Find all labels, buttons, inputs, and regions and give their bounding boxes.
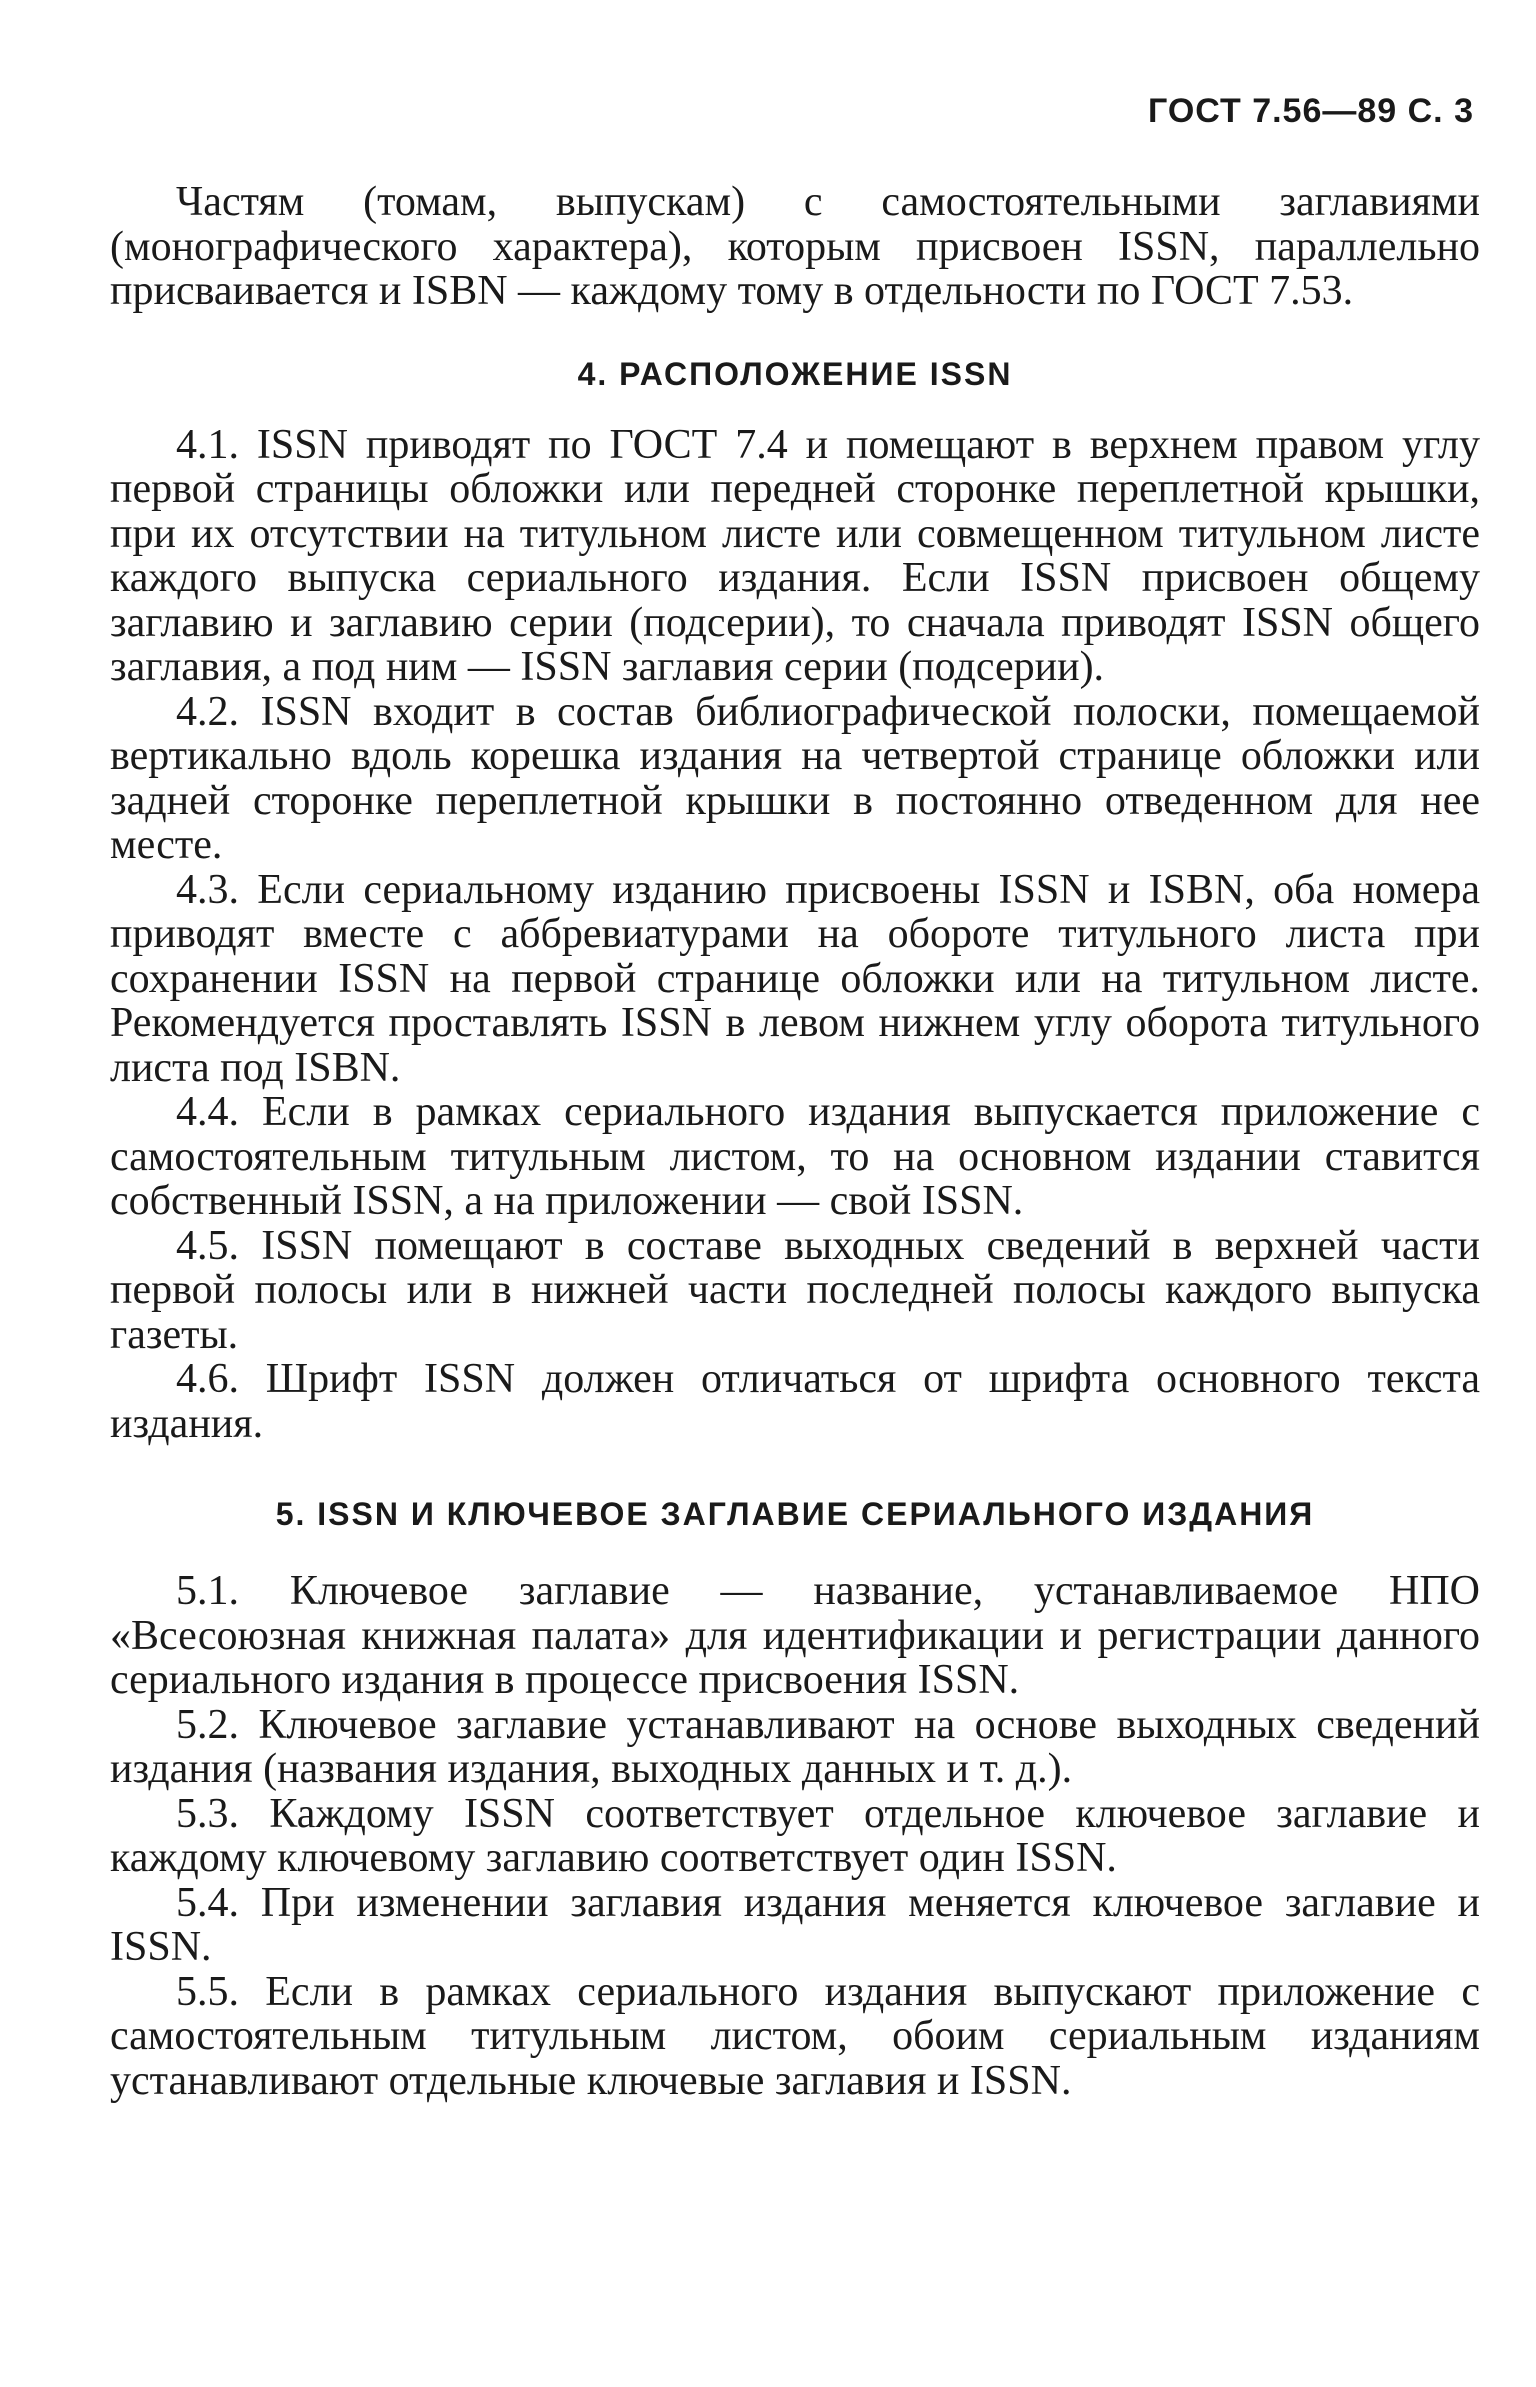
clause-4-4: 4.4. Если в рамках сериального издания выпускается приложение с самостоятельным титульным листом, то на основном издании ставится собственный ISSN, а на приложении — свой ISSN. (110, 1089, 1480, 1224)
clause-5-5: 5.5. Если в рамках сериального издания выпускают приложение с самостоятельным титульным листом, обоим сериальным изданиям устанавливают отдельные ключевые заглавия и ISSN. (110, 1968, 1480, 2104)
clause-5-3: 5.3. Каждому ISSN соответствует отдельное ключевое заглавие и каждому ключевому заглавию соответствует один ISSN. (110, 1790, 1480, 1881)
clause-4-1: 4.1. ISSN приводят по ГОСТ 7.4 и помещают в верхнем правом углу первой страницы обложки или передней сторонке переплетной крышки, при их отсутствии на титульном листе или совмещенном титульном листе каждого выпуска сериального издания. Если ISSN присвоен общему заглавию и заглавию серии (подсерии), то сначала приводят ISSN общего заглавия, а под ним — ISSN заглавия серии (подсерии). (110, 421, 1480, 690)
section-5-heading: 5. ISSN И КЛЮЧЕВОЕ ЗАГЛАВИЕ СЕРИАЛЬНОГО ИЗДАНИЯ (275, 1496, 1315, 1532)
clause-5-2: 5.2. Ключевое заглавие устанавливают на основе выходных сведений издания (названия издания, выходных данных и т. д.). (110, 1701, 1480, 1792)
clause-5-4: 5.4. При изменении заглавия издания меняется ключевое заглавие и ISSN. (110, 1879, 1480, 1970)
intro-paragraph: Частям (томам, выпускам) с самостоятельными заглавиями (монографического характера), которым присвоен ISSN, параллельно присваивается и ISBN — каждому тому в отдельности по ГОСТ 7.53. (110, 179, 1480, 314)
running-header: ГОСТ 7.56—89 С. 3 (1148, 92, 1474, 130)
clause-4-6: 4.6. Шрифт ISSN должен отличаться от шрифта основного текста издания. (110, 1356, 1480, 1447)
clause-4-2: 4.2. ISSN входит в состав библиографической полоски, помещаемой вертикально вдоль корешка издания на четвертой странице обложки или задней сторонке переплетной крышки в постоянно отведенном для нее месте. (110, 688, 1480, 868)
section-4-heading: 4. РАСПОЛОЖЕНИЕ ISSN (577, 355, 1013, 392)
clause-5-1: 5.1. Ключевое заглавие — название, устанавливаемое НПО «Всесоюзная книжная палата» для идентификации и регистрации данного сериального издания в процессе присвоения ISSN. (110, 1568, 1480, 1703)
clause-4-5: 4.5. ISSN помещают в составе выходных сведений в верхней части первой полосы или в нижней части последней полосы каждого выпуска газеты. (110, 1222, 1480, 1358)
page-content (110, 180, 1480, 2103)
clause-4-3: 4.3. Если сериальному изданию присвоены ISSN и ISBN, оба номера приводят вместе с аббревиатурами на обороте титульного листа при сохранении ISSN на первой странице обложки или на титульном листе. Рекомендуется проставлять ISSN в левом нижнем углу оборота титульного листа под ISBN. (110, 866, 1480, 1091)
